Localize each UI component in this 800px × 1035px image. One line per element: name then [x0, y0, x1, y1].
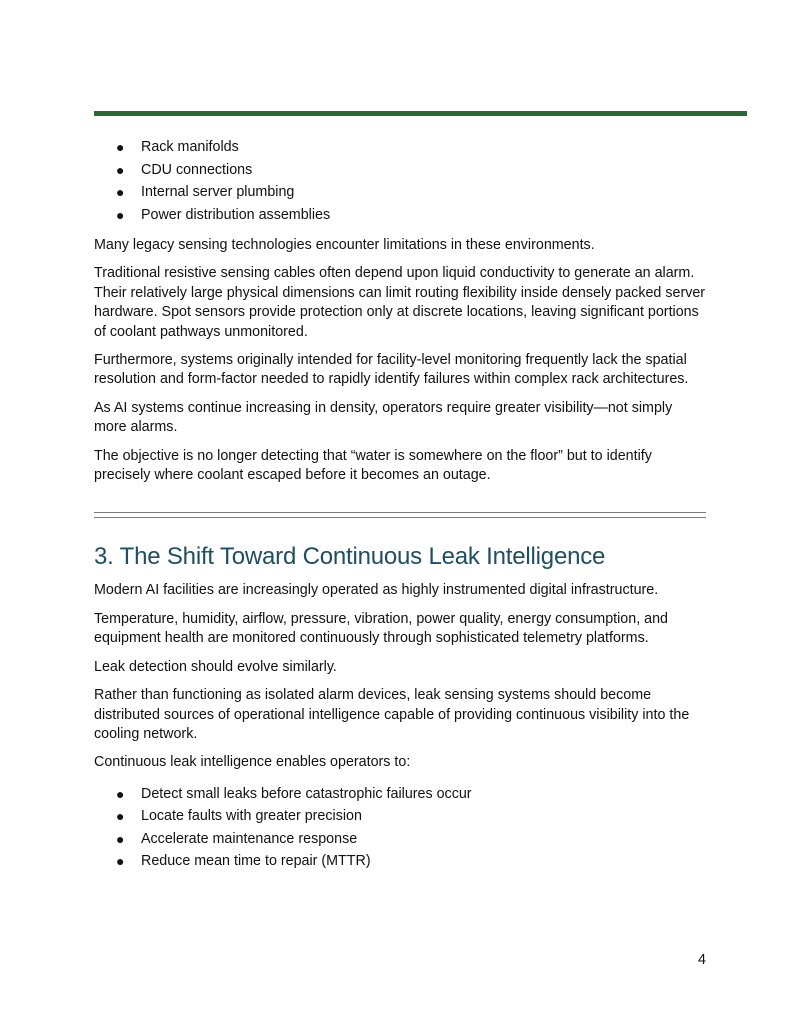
list-item: ● Reduce mean time to repair (MTTR) — [141, 850, 706, 873]
list-item: ● Power distribution assemblies — [141, 204, 706, 227]
paragraph: Many legacy sensing technologies encounter limitations in these environments. — [94, 237, 595, 253]
bullet-icon: ● — [116, 853, 125, 870]
paragraph: Continuous leak intelligence enables operators to: — [94, 754, 411, 771]
paragraph: Temperature, humidity, airflow, pressure, vibration, power quality, energy consumption, and equipment health are monitored continuously through sophisticated telemetry platforms. — [94, 610, 669, 647]
bullet-list-top — [94, 136, 706, 226]
list-item: ● Locate faults with greater precision — [141, 805, 706, 828]
paragraph: The objective is no longer detecting that “water is somewhere on the floor” but to identify precisely where coolant escaped before it becomes an outage. — [94, 447, 652, 484]
bullet-icon: ● — [116, 161, 125, 178]
page-content — [94, 136, 706, 873]
section-heading: 3. The Shift Toward Continuous Leak Intelligence — [94, 543, 606, 571]
bullet-icon: ● — [116, 785, 125, 802]
paragraph: Furthermore, systems originally intended for facility-level monitoring frequently lack the spatial resolution and form-factor needed to rapidly identify failures within complex rack architectures. — [94, 352, 689, 388]
bullet-icon: ● — [116, 830, 125, 847]
paragraph: Rather than functioning as isolated alarm devices, leak sensing systems should become distributed sources of operational intelligence capable of providing continuous visibility into the cooling network. — [94, 687, 690, 742]
bullet-icon: ● — [116, 808, 125, 825]
list-item: ● Detect small leaks before catastrophic failures occur — [141, 783, 706, 806]
section-divider — [94, 512, 706, 518]
bullet-icon: ● — [116, 184, 125, 200]
paragraph: Leak detection should evolve similarly. — [94, 658, 337, 675]
bullet-icon: ● — [116, 206, 125, 223]
paragraph: Modern AI facilities are increasingly operated as highly instrumented digital infrastructure. — [94, 582, 659, 599]
bullet-icon: ● — [116, 139, 125, 155]
bullet-list-bottom — [94, 783, 706, 873]
page-number: 4 — [698, 952, 706, 968]
paragraph: Traditional resistive sensing cables often depend upon liquid conductivity to generate an alarm. Their relatively large physical dimensions can limit routing flexibility inside densely packed server hardware. Spot sensors provide protection only at discrete locations, leaving significant portions of coolant pathways unmonitored. — [94, 265, 706, 340]
list-item: ● Internal server plumbing — [141, 181, 706, 204]
list-item: ● Rack manifolds — [141, 136, 706, 159]
list-item: ● Accelerate maintenance response — [141, 828, 706, 851]
paragraph: As AI systems continue increasing in density, operators require greater visibility—not simply more alarms. — [94, 399, 673, 436]
header-rule — [94, 111, 747, 116]
list-item: ● CDU connections — [141, 159, 706, 182]
